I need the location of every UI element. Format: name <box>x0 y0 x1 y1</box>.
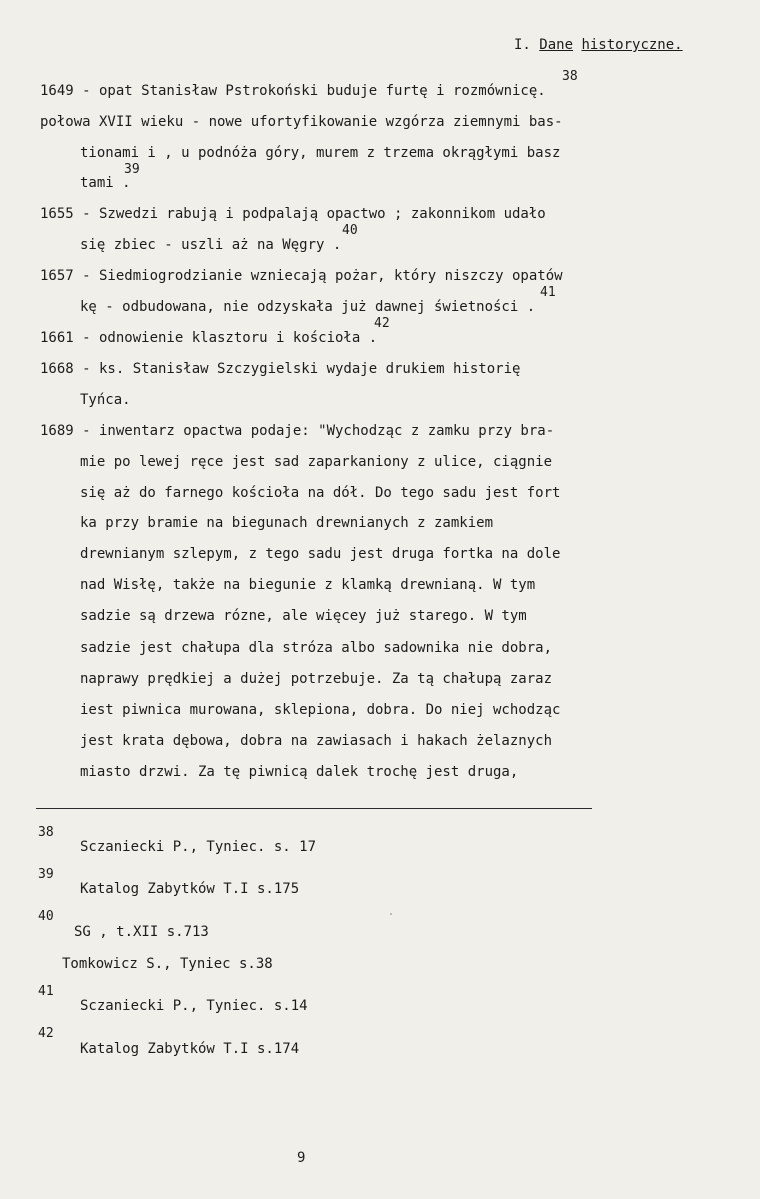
entry-line-16: drewnianym szlepym, z tego sadu jest druga fortka na dole <box>80 546 561 562</box>
footnote-text-38: Sczaniecki P., Tyniec. s. 17 <box>80 839 317 855</box>
header-part-3: historyczne. <box>581 37 683 53</box>
entry-line-1: 1649 - opat Stanisław Pstrokoński buduje furtę i rozmównicę. <box>40 83 546 99</box>
entry-line-3: tionami i , u podnóża góry, murem z trzema okrągłymi basz <box>80 145 561 161</box>
footnote-number-42: 42 <box>38 1026 54 1041</box>
paper-speck <box>390 913 392 915</box>
running-header <box>514 37 683 53</box>
entry-line-13: mie po lewej ręce jest sad zaparkaniony z ulice, ciągnie <box>80 454 553 470</box>
footnote-separator <box>36 808 592 809</box>
footnote-ref-39: 39 <box>124 162 140 177</box>
header-part-1: I. <box>514 37 531 53</box>
entry-line-12: 1689 - inwentarz opactwa podaje: "Wychodząc z zamku przy bra- <box>40 423 555 439</box>
page-number: 9 <box>297 1150 306 1166</box>
entry-line-6: się zbiec - uszli aż na Węgry . <box>80 237 342 253</box>
entry-line-15: ka przy bramie na biegunach drewnianych z zamkiem <box>80 515 494 531</box>
entry-line-11: Tyńca. <box>80 392 131 408</box>
footnote-number-40: 40 <box>38 909 54 924</box>
footnote-ref-41: 41 <box>540 285 556 300</box>
footnote-number-41: 41 <box>38 984 54 999</box>
entry-line-14: się aż do farnego kościoła na dół. Do tego sadu jest fort <box>80 485 561 501</box>
footnote-text-40b: Tomkowicz S., Tyniec s.38 <box>62 956 273 972</box>
entry-line-9: 1661 - odnowienie klasztoru i kościoła . <box>40 330 378 346</box>
footnote-ref-42: 42 <box>374 316 390 331</box>
entry-line-18: sadzie są drzewa rózne, ale więcey już starego. W tym <box>80 608 527 624</box>
footnote-text-42: Katalog Zabytków T.I s.174 <box>80 1041 300 1057</box>
entry-line-2: połowa XVII wieku - nowe ufortyfikowanie wzgórza ziemnymi bas- <box>40 114 563 130</box>
entry-line-23: miasto drzwi. Za tę piwnicą dalek trochę jest druga, <box>80 764 519 780</box>
footnote-text-39: Katalog Zabytków T.I s.175 <box>80 881 300 897</box>
entry-line-22: jest krata dębowa, dobra na zawiasach i hakach żelaznych <box>80 733 553 749</box>
footnote-ref-38: 38 <box>562 69 578 84</box>
entry-line-10: 1668 - ks. Stanisław Szczygielski wydaje drukiem historię <box>40 361 521 377</box>
entry-line-5: 1655 - Szwedzi rabują i podpalają opactwo ; zakonnikom udało <box>40 206 546 222</box>
header-part-2: Dane <box>539 37 574 53</box>
entry-line-4: tami . <box>80 175 131 191</box>
entry-line-7: 1657 - Siedmiogrodzianie wzniecają pożar, który niszczy opatów <box>40 268 563 284</box>
footnote-text-41: Sczaniecki P., Tyniec. s.14 <box>80 998 308 1014</box>
footnote-number-39: 39 <box>38 867 54 882</box>
entry-line-17: nad Wisłę, także na biegunie z klamką drewnianą. W tym <box>80 577 536 593</box>
entry-line-8: kę - odbudowana, nie odzyskała już dawnej świetności . <box>80 299 536 315</box>
entry-line-20: naprawy prędkiej a dużej potrzebuje. Za tą chałupą zaraz <box>80 671 553 687</box>
footnote-text-40: SG , t.XII s.713 <box>74 924 209 940</box>
footnote-number-38: 38 <box>38 825 54 840</box>
footnote-ref-40: 40 <box>342 223 358 238</box>
entry-line-21: iest piwnica murowana, sklepiona, dobra. Do niej wchodząc <box>80 702 561 718</box>
entry-line-19: sadzie jest chałupa dla stróza albo sadownika nie dobra, <box>80 640 553 656</box>
